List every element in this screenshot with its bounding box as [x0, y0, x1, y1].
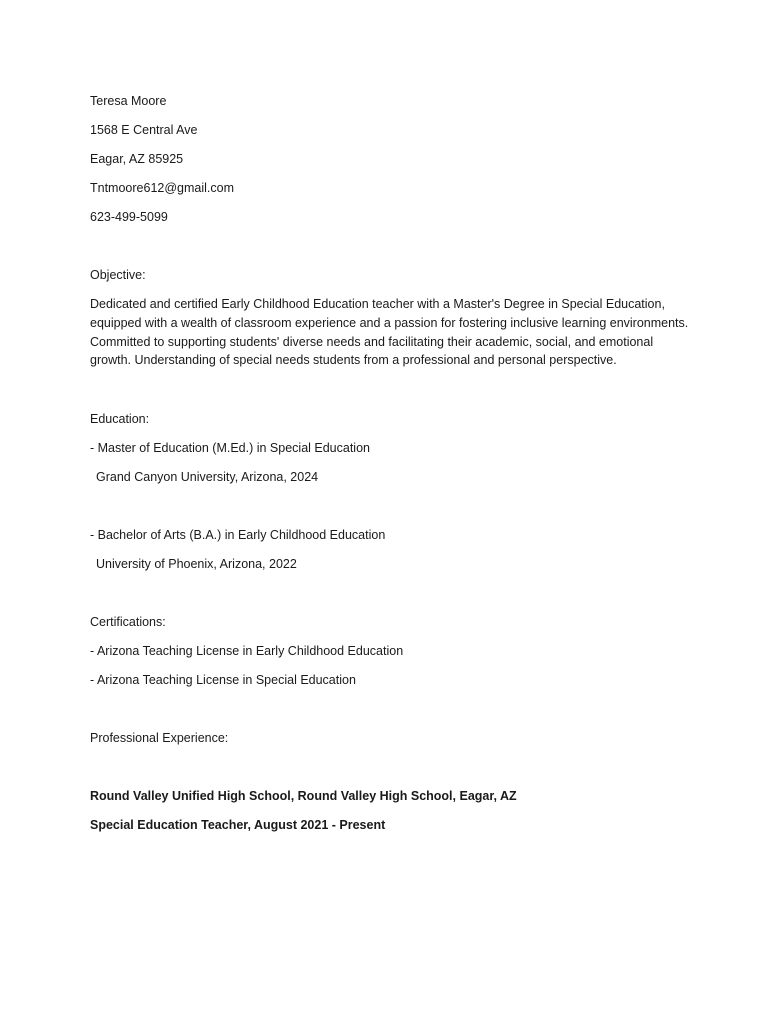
education-degree-2: - Bachelor of Arts (B.A.) in Early Childhood Education [90, 528, 386, 543]
contact-street: 1568 E Central Ave [90, 123, 198, 137]
contact-name: Teresa Moore [90, 94, 167, 108]
objective-text: Dedicated and certified Early Childhood Education teacher with a Master's Degree in Special Education, equipped with a wealth of classroom experience and a passion for fostering inclusive learning environments. Committed to supporting students' diverse needs and facilitating their academic, social, and emotional growth. Understanding of special needs students from a professional and personal perspective. [90, 297, 689, 368]
experience-employer: Round Valley Unified High School, Round Valley High School, Eagar, AZ [90, 789, 517, 804]
certification-item-2: - Arizona Teaching License in Special Education [90, 673, 356, 688]
education-degree-1: - Master of Education (M.Ed.) in Special Education [90, 441, 370, 456]
education-school-2: University of Phoenix, Arizona, 2022 [96, 557, 297, 572]
certifications-heading: Certifications: [90, 615, 166, 630]
education-section [90, 410, 690, 573]
resume-document [90, 92, 690, 834]
certifications-section [90, 613, 690, 689]
experience-heading: Professional Experience: [90, 731, 229, 746]
contact-block [90, 92, 690, 226]
education-heading: Education: [90, 412, 150, 427]
contact-email: Tntmoore612@gmail.com [90, 181, 234, 195]
objective-section [90, 266, 690, 370]
experience-section [90, 729, 690, 834]
education-school-1: Grand Canyon University, Arizona, 2024 [96, 470, 319, 485]
objective-heading: Objective: [90, 268, 146, 282]
contact-city-state-zip: Eagar, AZ 85925 [90, 152, 184, 166]
contact-phone: 623-499-5099 [90, 210, 168, 224]
experience-role: Special Education Teacher, August 2021 - Present [90, 818, 386, 833]
certification-item-1: - Arizona Teaching License in Early Childhood Education [90, 644, 404, 659]
